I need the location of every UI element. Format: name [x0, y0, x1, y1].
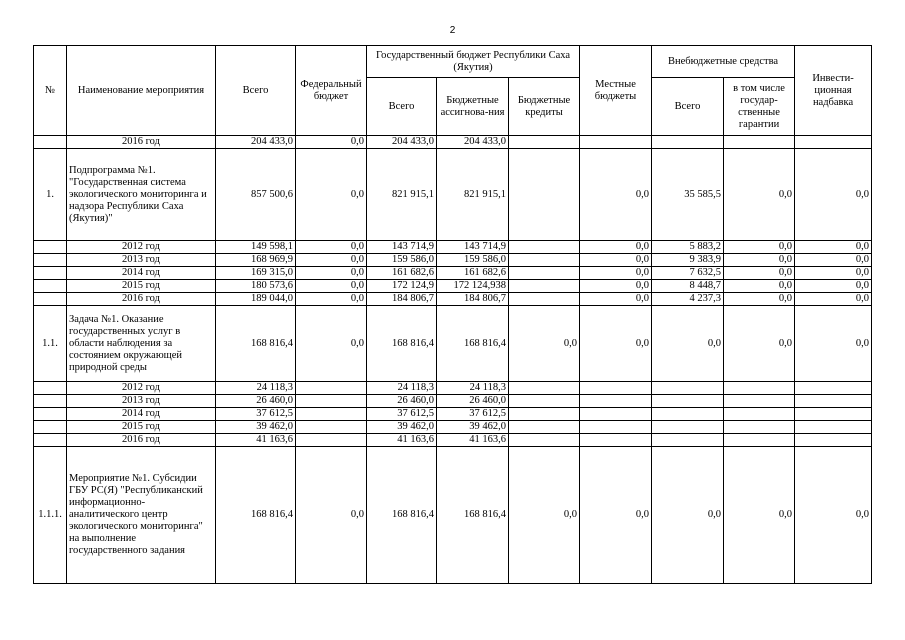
- cell-state-alloc: 39 462,0: [437, 421, 509, 434]
- header-num: №: [34, 46, 67, 136]
- cell-federal: [296, 382, 367, 395]
- cell-name: 2015 год: [67, 280, 216, 293]
- cell-invest: 0,0: [795, 293, 872, 306]
- cell-state-total: 24 118,3: [367, 382, 437, 395]
- cell-total: 168 816,4: [216, 447, 296, 584]
- cell-state-total: 159 586,0: [367, 254, 437, 267]
- cell-extra-guarantee: [724, 421, 795, 434]
- cell-federal: 0,0: [296, 293, 367, 306]
- cell-num: [34, 395, 67, 408]
- cell-total: 204 433,0: [216, 136, 296, 149]
- cell-name: 2014 год: [67, 408, 216, 421]
- cell-local: 0,0: [580, 306, 652, 382]
- cell-extra-guarantee: 0,0: [724, 241, 795, 254]
- cell-invest: [795, 434, 872, 447]
- cell-state-total: 41 163,6: [367, 434, 437, 447]
- cell-state-credit: [509, 280, 580, 293]
- cell-num: 1.1.: [34, 306, 67, 382]
- cell-state-total: 39 462,0: [367, 421, 437, 434]
- cell-state-total: 204 433,0: [367, 136, 437, 149]
- cell-extra-total: 4 237,3: [652, 293, 724, 306]
- cell-extra-guarantee: [724, 434, 795, 447]
- cell-state-alloc: 41 163,6: [437, 434, 509, 447]
- cell-extra-guarantee: [724, 382, 795, 395]
- cell-name: 2012 год: [67, 382, 216, 395]
- cell-extra-total: [652, 421, 724, 434]
- header-extrabudget: Внебюджетные средства: [652, 46, 795, 78]
- table-row-year: [34, 382, 872, 395]
- table-row-year: [34, 293, 872, 306]
- cell-state-alloc: 168 816,4: [437, 306, 509, 382]
- cell-state-alloc: 172 124,938: [437, 280, 509, 293]
- cell-extra-total: 5 883,2: [652, 241, 724, 254]
- cell-local: [580, 382, 652, 395]
- cell-state-total: 168 816,4: [367, 447, 437, 584]
- cell-local: 0,0: [580, 267, 652, 280]
- cell-invest: [795, 421, 872, 434]
- cell-extra-total: [652, 395, 724, 408]
- cell-extra-guarantee: [724, 395, 795, 408]
- table-row-year: [34, 267, 872, 280]
- cell-invest: [795, 408, 872, 421]
- header-state-budget: Государственный бюджет Республики Саха (Якутия): [367, 46, 580, 78]
- cell-extra-guarantee: [724, 408, 795, 421]
- header-federal: Федеральный бюджет: [296, 46, 367, 136]
- cell-state-credit: [509, 136, 580, 149]
- cell-local: 0,0: [580, 241, 652, 254]
- cell-federal: 0,0: [296, 149, 367, 241]
- cell-state-alloc: 821 915,1: [437, 149, 509, 241]
- cell-federal: [296, 421, 367, 434]
- cell-name: 2012 год: [67, 241, 216, 254]
- cell-total: 39 462,0: [216, 421, 296, 434]
- cell-name: Подпрограмма №1. "Государственная система экологического мониторинга и надзора Республики Саха (Якутия)": [67, 149, 216, 241]
- cell-local: 0,0: [580, 293, 652, 306]
- cell-extra-total: 7 632,5: [652, 267, 724, 280]
- cell-total: 41 163,6: [216, 434, 296, 447]
- cell-state-credit: 0,0: [509, 306, 580, 382]
- cell-num: [34, 267, 67, 280]
- table-row-year: [34, 280, 872, 293]
- cell-extra-total: [652, 382, 724, 395]
- cell-state-total: 143 714,9: [367, 241, 437, 254]
- header-invest: Инвести-ционная надбавка: [795, 46, 872, 136]
- table-row-item: [34, 447, 872, 584]
- cell-local: 0,0: [580, 447, 652, 584]
- cell-num: [34, 280, 67, 293]
- table-row-year: [34, 421, 872, 434]
- cell-name: Задача №1. Оказание государственных услуг в области наблюдения за состоянием окружающей природной среды: [67, 306, 216, 382]
- cell-name: 2016 год: [67, 136, 216, 149]
- cell-federal: 0,0: [296, 136, 367, 149]
- cell-extra-guarantee: [724, 136, 795, 149]
- table-row-item: [34, 149, 872, 241]
- cell-extra-total: 8 448,7: [652, 280, 724, 293]
- cell-state-alloc: 143 714,9: [437, 241, 509, 254]
- cell-extra-guarantee: 0,0: [724, 254, 795, 267]
- cell-state-credit: [509, 149, 580, 241]
- cell-state-alloc: 184 806,7: [437, 293, 509, 306]
- header-state-total: Всего: [367, 78, 437, 136]
- cell-name: 2013 год: [67, 254, 216, 267]
- cell-extra-total: 9 383,9: [652, 254, 724, 267]
- cell-num: [34, 136, 67, 149]
- cell-extra-total: [652, 136, 724, 149]
- header-total: Всего: [216, 46, 296, 136]
- table-row-year: [34, 241, 872, 254]
- cell-extra-total: [652, 434, 724, 447]
- budget-table: [33, 45, 872, 584]
- table-row-year: [34, 434, 872, 447]
- cell-invest: 0,0: [795, 280, 872, 293]
- cell-extra-guarantee: 0,0: [724, 280, 795, 293]
- cell-num: [34, 293, 67, 306]
- cell-invest: [795, 395, 872, 408]
- cell-name: 2016 год: [67, 434, 216, 447]
- cell-extra-guarantee: 0,0: [724, 306, 795, 382]
- cell-local: [580, 434, 652, 447]
- cell-num: [34, 421, 67, 434]
- cell-state-alloc: 168 816,4: [437, 447, 509, 584]
- cell-total: 26 460,0: [216, 395, 296, 408]
- cell-name: 2013 год: [67, 395, 216, 408]
- header-extra-guarantee: в том числе государ-ственные гарантии: [724, 78, 795, 136]
- header-local: Местные бюджеты: [580, 46, 652, 136]
- cell-state-credit: [509, 421, 580, 434]
- cell-local: [580, 395, 652, 408]
- cell-extra-guarantee: 0,0: [724, 447, 795, 584]
- cell-state-credit: [509, 395, 580, 408]
- page-number: 2: [449, 25, 456, 36]
- header-extra-total: Всего: [652, 78, 724, 136]
- cell-name: 2016 год: [67, 293, 216, 306]
- cell-invest: 0,0: [795, 306, 872, 382]
- cell-local: 0,0: [580, 254, 652, 267]
- cell-total: 169 315,0: [216, 267, 296, 280]
- cell-federal: [296, 395, 367, 408]
- cell-state-credit: [509, 254, 580, 267]
- table-row-year: [34, 136, 872, 149]
- cell-state-total: 172 124,9: [367, 280, 437, 293]
- cell-state-credit: [509, 434, 580, 447]
- cell-state-credit: [509, 241, 580, 254]
- cell-federal: 0,0: [296, 254, 367, 267]
- header-name: Наименование мероприятия: [67, 46, 216, 136]
- cell-federal: 0,0: [296, 241, 367, 254]
- cell-total: 24 118,3: [216, 382, 296, 395]
- cell-extra-total: [652, 408, 724, 421]
- cell-extra-guarantee: 0,0: [724, 149, 795, 241]
- cell-state-credit: [509, 267, 580, 280]
- cell-local: 0,0: [580, 280, 652, 293]
- cell-federal: [296, 408, 367, 421]
- cell-invest: 0,0: [795, 149, 872, 241]
- cell-total: 37 612,5: [216, 408, 296, 421]
- cell-num: [34, 408, 67, 421]
- cell-state-alloc: 26 460,0: [437, 395, 509, 408]
- cell-state-credit: [509, 408, 580, 421]
- table-row-year: [34, 254, 872, 267]
- cell-state-credit: [509, 382, 580, 395]
- cell-extra-total: 0,0: [652, 306, 724, 382]
- table-row-item: [34, 306, 872, 382]
- cell-state-alloc: 204 433,0: [437, 136, 509, 149]
- cell-state-alloc: 159 586,0: [437, 254, 509, 267]
- cell-invest: 0,0: [795, 267, 872, 280]
- cell-num: 1.1.1.: [34, 447, 67, 584]
- cell-extra-total: 0,0: [652, 447, 724, 584]
- table-body: [34, 136, 872, 584]
- cell-local: [580, 421, 652, 434]
- cell-invest: 0,0: [795, 447, 872, 584]
- cell-state-alloc: 161 682,6: [437, 267, 509, 280]
- header-state-credit: Бюджетные кредиты: [509, 78, 580, 136]
- cell-name: Мероприятие №1. Субсидии ГБУ РС(Я) "Республиканский информационно-аналитического центр экологического мониторинга" на выполнение государственного задания: [67, 447, 216, 584]
- cell-local: [580, 408, 652, 421]
- cell-invest: [795, 136, 872, 149]
- cell-federal: [296, 434, 367, 447]
- cell-total: 180 573,6: [216, 280, 296, 293]
- cell-num: [34, 382, 67, 395]
- cell-extra-guarantee: 0,0: [724, 293, 795, 306]
- cell-invest: 0,0: [795, 254, 872, 267]
- cell-invest: [795, 382, 872, 395]
- cell-local: [580, 136, 652, 149]
- cell-state-total: 26 460,0: [367, 395, 437, 408]
- cell-invest: 0,0: [795, 241, 872, 254]
- cell-federal: 0,0: [296, 267, 367, 280]
- cell-num: [34, 241, 67, 254]
- cell-extra-guarantee: 0,0: [724, 267, 795, 280]
- cell-state-alloc: 37 612,5: [437, 408, 509, 421]
- table-row-year: [34, 395, 872, 408]
- cell-name: 2015 год: [67, 421, 216, 434]
- cell-local: 0,0: [580, 149, 652, 241]
- cell-extra-total: 35 585,5: [652, 149, 724, 241]
- cell-total: 189 044,0: [216, 293, 296, 306]
- cell-federal: 0,0: [296, 447, 367, 584]
- cell-total: 168 969,9: [216, 254, 296, 267]
- cell-total: 168 816,4: [216, 306, 296, 382]
- cell-state-alloc: 24 118,3: [437, 382, 509, 395]
- cell-total: 149 598,1: [216, 241, 296, 254]
- header-state-alloc: Бюджетные ассигнова-ния: [437, 78, 509, 136]
- table-header: [34, 46, 872, 136]
- cell-state-total: 168 816,4: [367, 306, 437, 382]
- cell-federal: 0,0: [296, 280, 367, 293]
- table-row-year: [34, 408, 872, 421]
- cell-name: 2014 год: [67, 267, 216, 280]
- cell-state-total: 821 915,1: [367, 149, 437, 241]
- cell-state-total: 184 806,7: [367, 293, 437, 306]
- cell-state-total: 37 612,5: [367, 408, 437, 421]
- cell-state-total: 161 682,6: [367, 267, 437, 280]
- cell-num: [34, 254, 67, 267]
- cell-total: 857 500,6: [216, 149, 296, 241]
- cell-num: [34, 434, 67, 447]
- cell-federal: 0,0: [296, 306, 367, 382]
- cell-num: 1.: [34, 149, 67, 241]
- cell-state-credit: 0,0: [509, 447, 580, 584]
- cell-state-credit: [509, 293, 580, 306]
